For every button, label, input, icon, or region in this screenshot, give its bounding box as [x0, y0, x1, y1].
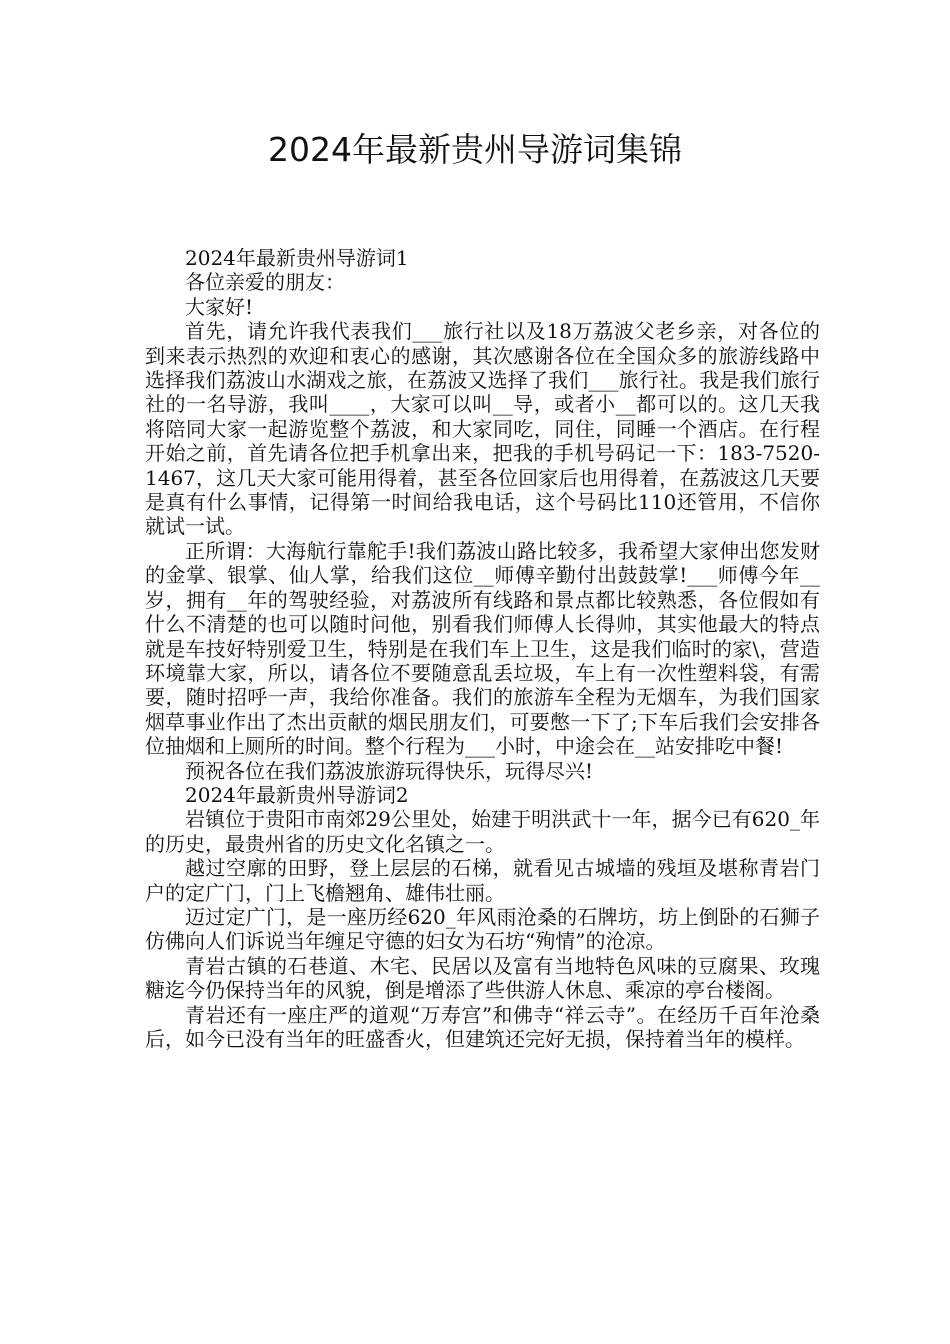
body-paragraph: 迈过定广门，是一座历经620_年风雨沧桑的石牌坊，坊上倒卧的石狮子仿佛向人们诉说当年缠足守德的妇女为石坊“殉情”的沧凉。 — [145, 904, 820, 954]
section-heading: 2024年最新贵州导游词2 — [185, 782, 409, 807]
body-paragraph: 青岩古镇的石巷道、木宅、民居以及富有当地特色风味的豆腐果、玫瑰糖迄今仍保持当年的风貌，倒是增添了些供游人休息、乘凉的亭台楼阁。 — [145, 953, 820, 1003]
section-heading: 2024年最新贵州导游词1 — [185, 246, 409, 270]
body-paragraph: 岩镇位于贵阳市南郊29公里处，始建于明洪武十一年，据今已有620_年的历史，最贵州省的历史文化名镇之一。 — [145, 807, 820, 856]
greeting-paragraph: 大家好! — [185, 294, 254, 319]
body-paragraph: 首先，请允许我代表我们___旅行社以及18万荔波父老乡亲，对各位的到来表示热烈的欢迎和衷心的感谢，其次感谢各位在全国众多的旅游线路中选择我们荔波山水湖戏之旅，在荔波又选择了我们___旅行社。我是我们旅行社的一名导游，我叫____，大家可以叫__导，或者小__都可以的。这几天我将陪同大家一起游览整个荔波，和大家同吃，同住，同睡一个酒店。在行程开始之前，首先请各位把手机拿出来，把我的手机号码记一下：183-7520-1467，这几天大家可能用得着，甚至各位回家后也用得着，在荔波这几天要是真有什么事情，记得第一时间给我电话，这个号码比110还管用，不信你就试一试。 — [145, 319, 820, 539]
body-paragraph: 预祝各位在我们荔波旅游玩得快乐，玩得尽兴! — [185, 758, 594, 783]
body-paragraph: 正所谓：大海航行靠舵手!我们荔波山路比较多，我希望大家伸出您发财的金掌、银掌、仙人掌，给我们这位__师傅辛勤付出鼓鼓掌!___师傅今年__岁，拥有__年的驾驶经验，对荔波所有线路和景点都比较熟悉，各位假如有什么不清楚的也可以随时问他，别看我们师傅人长得帅，其实他最大的特点就是车技好特别爱卫生，特别是在我们车上卫生，这是我们临时的家\，营造环境靠大家，所以，请各位不要随意乱丢垃圾，车上有一次性塑料袋，有需要，随时招呼一声，我给你准备。我们的旅游车全程为无烟车，为我们国家烟草事业作出了杰出贡献的烟民朋友们，可要憋一下了;下车后我们会安排各位抽烟和上厕所的时间。整个行程为___小时，中途会在__站安排吃中餐! — [145, 538, 820, 759]
document-body — [145, 246, 820, 1051]
body-paragraph: 青岩还有一座庄严的道观“万寿宫”和佛寺“祥云寺”。在经历千百年沧桑后，如今已没有当年的旺盛香火，但建筑还完好无损，保持着当年的模样。 — [145, 1002, 820, 1051]
greeting-paragraph: 各位亲爱的朋友： — [185, 270, 345, 295]
body-paragraph: 越过空廓的田野，登上层层的石梯，就看见古城墙的残垣及堪称青岩门户的定广门，门上飞檐翘角、雄伟壮丽。 — [145, 856, 820, 905]
document-title: 2024年最新贵州导游词集锦 — [268, 130, 682, 169]
